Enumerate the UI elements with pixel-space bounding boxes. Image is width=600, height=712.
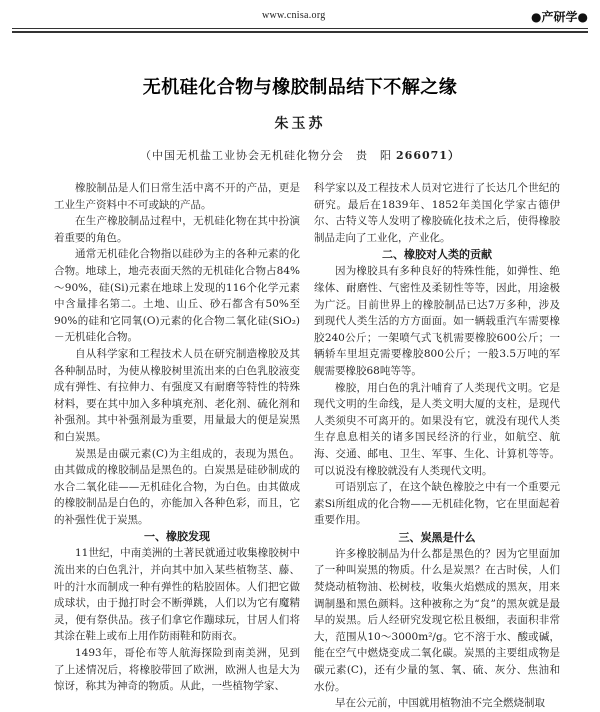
left-column (54, 180, 300, 695)
affiliation-text: （中国无机盐工业协会无机硅化物分会 贵 阳 (140, 149, 393, 162)
header-rule-thick (12, 31, 588, 33)
paragraph: 在生产橡胶制品过程中，无机硅化物在其中扮演着重要的角色。 (54, 215, 300, 244)
article-affiliation (0, 147, 600, 163)
article-author: 朱玉苏 (274, 116, 326, 132)
affiliation-zip: 266071） (396, 149, 460, 162)
paragraph: 1493年，哥伦布等人航海探险到南美洲，见到了上述情况后，将橡胶带回了欧洲，欧洲人也是大为惊讶，称其为神奇的物质。从此，一些植物学家、 (54, 647, 300, 693)
paragraph: 炭黑是由碳元素(C)为主组成的，表现为黑色。由其做成的橡胶制品是黑色的。白炭黑是硅砂制成的水合二氧化硅——无机硅化合物，为白色。由其做成的橡胶制品是白色的，亦能加入各种色彩，而且，它的补强性优于炭黑。 (54, 447, 300, 526)
paragraph: 因为橡胶具有多种良好的特殊性能，如弹性、绝缘体、耐磨性、气密性及柔韧性等等，因此，用途极为广泛。目前世界上的橡胶制品已达7万多种，涉及到现代人类生活的方方面面。如一辆载重汽车需要橡胶240公斤；一架喷气式飞机需要橡胶600公斤；一辆轿车里坦克需要橡胶800公斤；一般3.5万吨的军舰需要橡胶68吨等等。 (314, 265, 560, 377)
header-rule (12, 28, 588, 29)
section-heading: 一、橡胶发现 (144, 530, 210, 544)
paragraph: 科学家以及工程技术人员对它进行了长达几个世纪的研究。最后在1839年、1852年美国化学家古德伊尔、古特义等人发明了橡胶硫化技术之后，使得橡胶制品走向了工业化，产业化。 (314, 182, 560, 244)
paragraph: 橡胶制品是人们日常生活中离不开的产品，更是工业生产资料中不可或缺的产品。 (54, 182, 300, 211)
section-heading: 三、炭黑是什么 (398, 530, 476, 544)
paragraph: 11世纪，中南美洲的土著民就通过收集橡胶树中流出来的白色乳汁，并向其中加入某些植物茎、藤、叶的汁水而制成一种有弹性的粘胶固体。人们把它做成球状，由于抛打时会不断弹跳，人们以为它有魔精灵，便有祭供品。孩子们拿它作蹦球玩，甘居人们将其涂在鞋上或布上用作防雨鞋和防雨衣。 (54, 547, 300, 643)
article-body (54, 180, 560, 710)
article-title: 无机硅化合物与橡胶制品结下不解之缘 (142, 77, 458, 98)
paragraph: 早在公元前，中国就用植物油不完全燃烧制取 (335, 697, 545, 710)
paragraph: 许多橡胶制品为什么都是黑色的？因为它里面加了一种叫炭黑的物质。什么是炭黑？在古时侯，人们焚烧动植物油、松树枝，收集火焰燃成的黑灰，用来调制墨和黑色颜料。这种被称之为“炱”的黑灰就是最早的炭黑。后人经研究发现它松且极细，表面积非常大，范围从10～3000m²/g。它不溶于水、酸或碱，能在空气中燃烧变成二氧化碳。炭黑的主要组成物是碳元素(C)，还有少量的氢、氧、硫、灰分、焦油和水份。 (314, 547, 560, 693)
right-column (314, 180, 560, 710)
header-section-label: ●产研学● (531, 10, 588, 24)
paragraph: 橡胶，用白色的乳汁哺育了人类现代文明。它是现代文明的生命线，是人类文明大厦的支柱，是现代人类须臾不可离开的。如果没有它，就没有现代人类生存息息相关的诸多国民经济的行业，如航空、航海、交通、邮电、卫生、军事、生化、计算机等等。可以说没有橡胶就没有人类现代文明。 (314, 381, 560, 477)
section-heading: 二、橡胶对人类的贡献 (382, 248, 492, 262)
paragraph: 通常无机硅化合物指以硅砂为主的各种元素的化合物。地球上，地壳表面天然的无机硅化合物占84%～90%，硅(Si)元素在地球上发现的116个化学元素中含量排名第二。土地、山丘、砂石都含有50%至90%的硅和它同氧(O)元素的化合物二氧化硅(SiO₂)－无机硅化合物。 (54, 248, 300, 344)
paragraph: 可语别忘了，在这个缺色橡胶之中有一个重要元素Si所组成的化合物——无机硅化物，它在里面起着重要作用。 (314, 481, 560, 527)
paragraph: 自从科学家和工程技术人员在研究制造橡胶及其各种制品时，为使从橡胶树里流出来的白色乳胶液变成有弹性、有拉伸力、有强度又有耐磨等特性的特殊材料，要在其中加入多种填充剂、老化剂、硫化剂和补强剂。其中补强剂最为重要，用量最大的便是炭黑和白炭黑。 (54, 347, 300, 443)
header-url: www.cnisa.org (262, 10, 326, 21)
